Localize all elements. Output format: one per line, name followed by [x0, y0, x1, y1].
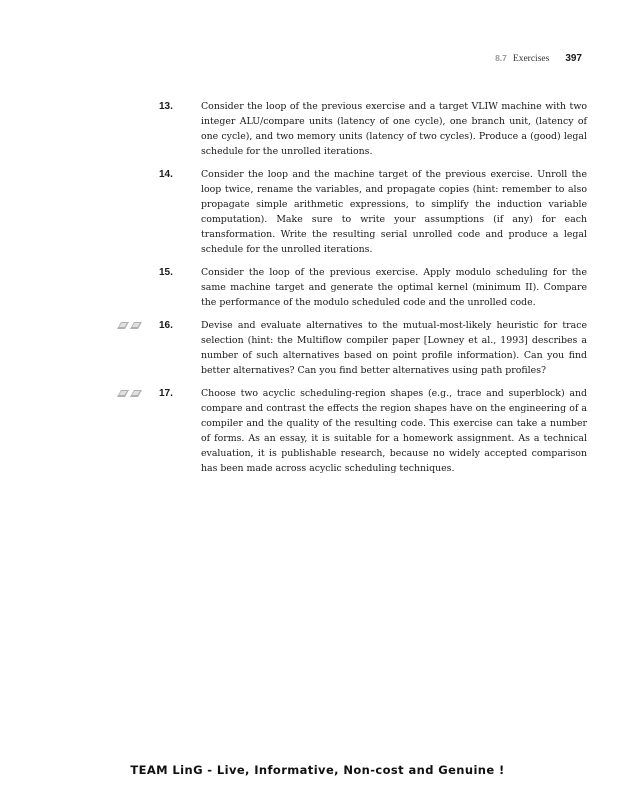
exercise-item	[117, 386, 587, 476]
exercise-number: 14.	[159, 169, 173, 180]
exercise-item	[117, 99, 587, 159]
exercise-text: Consider the loop of the previous exercise. Apply modulo scheduling for the same machine target and generate the optimal kernel (minimum II). Compare the performance of the modulo scheduled code and the unrolled code.	[201, 267, 587, 308]
slash-icon	[117, 322, 129, 329]
exercise-text: Choose two acyclic scheduling-region shapes (e.g., trace and superblock) and compare and contrast the effects the region shapes have on the engineering of a compiler and the quality of the resulting code. This exercise can take a number of forms. As an essay, it is suitable for a homework assignment. As a technical evaluation, it is publishable research, because no widely accepted comparison has been made across acyclic scheduling techniques.	[201, 388, 587, 474]
section-number: 8.7	[495, 53, 507, 63]
exercise-text: Consider the loop and the machine target of the previous exercise. Unroll the loop twice, rename the variables, and propagate copies (hint: remember to also propagate simple arithmetic expressions, to simplify the induction variable computation). Make sure to write your assumptions (if any) for each transformation. Write the resulting serial unrolled code and produce a legal schedule for the unrolled iterations.	[201, 169, 587, 255]
exercise-item	[117, 318, 587, 378]
section-title: Exercises	[512, 54, 550, 64]
exercise-list	[117, 99, 587, 484]
exercise-item	[117, 265, 587, 310]
difficulty-marker-icon	[117, 322, 142, 329]
slash-icon	[117, 390, 129, 397]
slash-icon	[130, 322, 142, 329]
exercise-number: 17.	[159, 388, 173, 399]
exercise-number: 16.	[159, 320, 173, 331]
exercise-number: 13.	[159, 101, 173, 112]
page-number: 397	[565, 53, 582, 64]
difficulty-marker-icon	[117, 390, 142, 397]
running-head	[495, 53, 582, 64]
slash-icon	[130, 390, 142, 397]
exercise-number: 15.	[159, 267, 173, 278]
exercise-item	[117, 167, 587, 257]
footer-banner: TEAM LinG - Live, Informative, Non-cost and Genuine !	[130, 763, 505, 777]
exercise-text: Devise and evaluate alternatives to the mutual-most-likely heuristic for trace selection (hint: the Multiflow compiler paper [Lowney et al., 1993] describes a number of such alternatives based on point profile information). Can you find better alternatives? Can you find better alternatives using path profiles?	[201, 320, 587, 376]
exercise-text: Consider the loop of the previous exercise and a target VLIW machine with two integer ALU/compare units (latency of one cycle), one branch unit, (latency of one cycle), and two memory units (latency of two cycles). Produce a (good) legal schedule for the unrolled iterations.	[201, 101, 587, 157]
